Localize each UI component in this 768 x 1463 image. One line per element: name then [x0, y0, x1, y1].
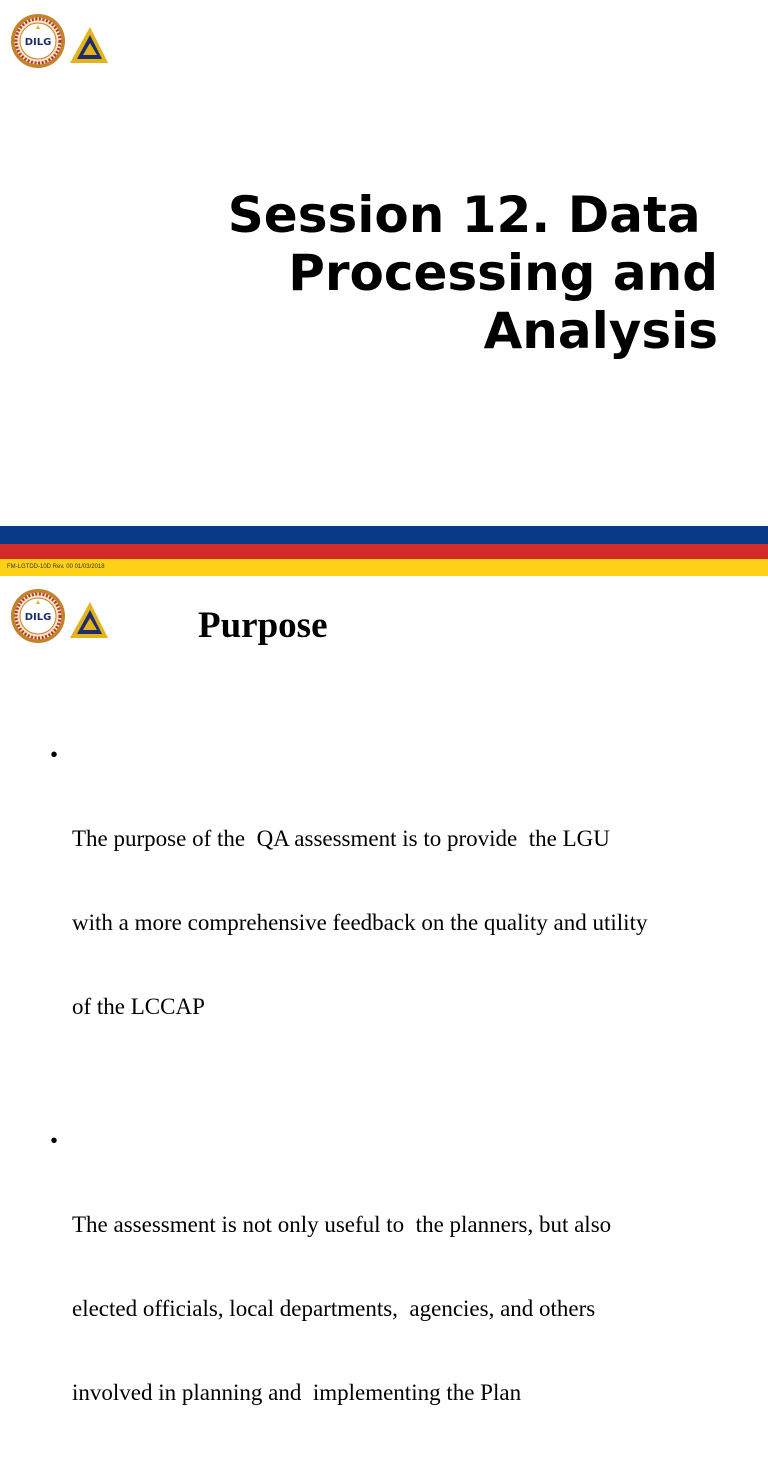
bullet-line: elected officials, local departments, agencies, and others	[72, 1296, 596, 1321]
yellow-band	[0, 559, 768, 576]
title-line: Analysis	[483, 302, 718, 360]
bullet-line: The assessment is not only useful to the planners, but also	[72, 1212, 612, 1237]
bullet-line: of the LCCAP	[72, 994, 205, 1019]
blue-band	[0, 526, 768, 544]
dilg-seal-icon	[10, 13, 66, 69]
dilg-seal-icon	[10, 588, 66, 644]
logo-group	[10, 13, 110, 69]
bullet-icon: •	[50, 742, 59, 767]
purpose-slide	[0, 576, 768, 1405]
seal-lettering: DILG	[24, 612, 52, 623]
list-item	[50, 741, 730, 1077]
list-item	[50, 1127, 730, 1463]
seal-lettering: DILG	[24, 37, 52, 48]
bullet-icon: •	[50, 1128, 59, 1153]
logo-group	[10, 588, 110, 644]
lga-logo-icon	[68, 13, 110, 69]
title-line: Processing and	[288, 244, 718, 302]
red-band	[0, 544, 768, 559]
slide-heading: Purpose	[198, 605, 328, 646]
bullet-list	[50, 741, 730, 1463]
title-slide	[0, 0, 768, 576]
title-line: Session 12. Data	[227, 186, 718, 244]
bullet-line: involved in planning and implementing the Plan	[72, 1380, 522, 1405]
slide-title	[118, 186, 718, 360]
form-code: FM-LGTDD-10D Rev. 00 01/03/2018	[7, 564, 105, 570]
bullet-line: with a more comprehensive feedback on the quality and utility	[72, 910, 648, 935]
lga-logo-icon	[68, 588, 110, 644]
bullet-line: The purpose of the QA assessment is to provide the LGU	[72, 826, 610, 851]
